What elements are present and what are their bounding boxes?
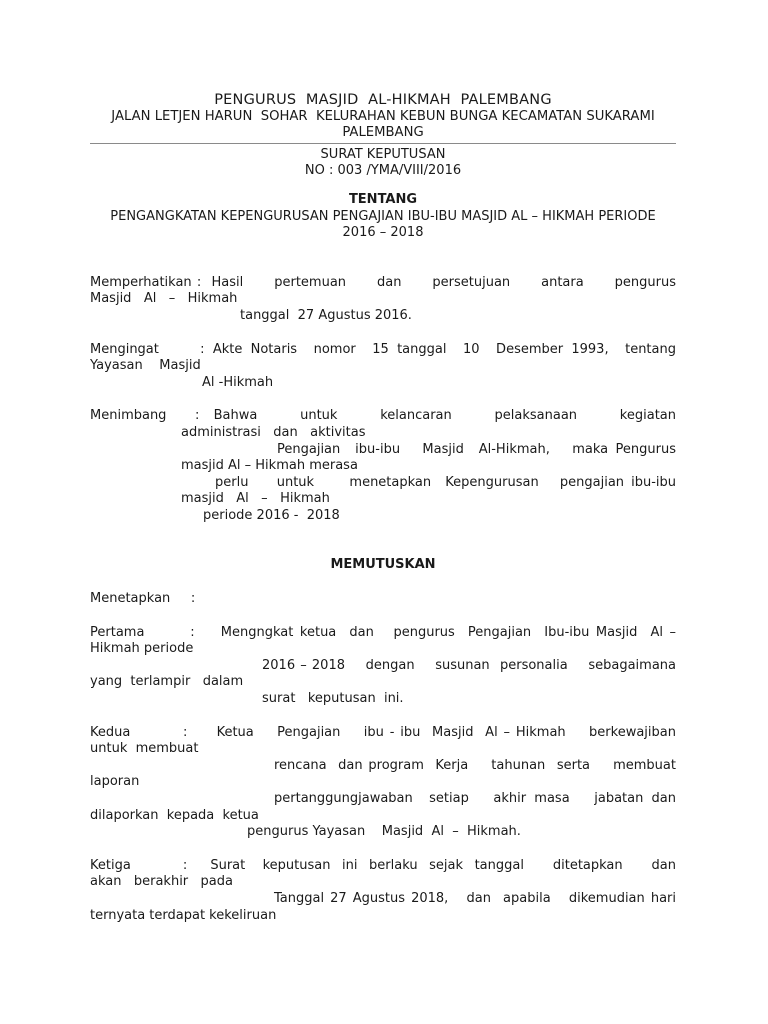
doc-number: NO : 003 /YMA/VIII/2016 — [304, 163, 462, 179]
mengingat-line-1: Mengingat : Akte Notaris nomor 15 tanggal 10 Desember 1993, tentang — [90, 341, 676, 357]
ketiga-line-1: Ketiga : Surat keputusan ini berlaku sejak tanggal ditetapkan dan — [90, 857, 676, 873]
menimbang-line-3: Pengajian ibu-ibu Masjid Al-Hikmah, maka Pengurus — [277, 441, 676, 457]
section-menimbang — [90, 408, 676, 524]
pertama-line-2: Hikmah periode — [90, 641, 194, 657]
ketiga-line-2: akan berakhir pada — [90, 874, 233, 890]
menimbang-line-6: masjid Al – Hikmah — [181, 491, 330, 507]
ketiga-line-3: Tanggal 27 Agustus 2018, dan apabila dikemudian hari — [274, 890, 676, 906]
address-line-2: PALEMBANG — [342, 125, 424, 141]
section-mengingat — [90, 342, 676, 392]
decision-heading: MEMUTUSKAN — [330, 557, 436, 573]
pertama-line-1: Pertama : Mengngkat ketua dan pengurus Pengajian Ibu-ibu Masjid Al – — [90, 624, 676, 640]
mengingat-line-3: Al -Hikmah — [202, 374, 274, 390]
menimbang-line-1: Menimbang : Bahwa untuk kelancaran pelaksanaan kegiatan — [90, 408, 676, 424]
subject-line-2: 2016 – 2018 — [342, 225, 424, 241]
doc-type: SURAT KEPUTUSAN — [320, 146, 446, 162]
address-line-1: JALAN LETJEN HARUN SOHAR KELURAHAN KEBUN BUNGA KECAMATAN SUKARAMI — [111, 108, 655, 124]
pertama-line-4: yang terlampir dalam — [90, 674, 244, 690]
section-ketiga — [90, 858, 676, 924]
menimbang-line-4: masjid Al – Hikmah merasa — [181, 458, 358, 474]
menimbang-line-2: administrasi dan aktivitas — [181, 424, 366, 440]
kedua-line-2: untuk membuat — [90, 741, 199, 757]
kedua-line-7: pengurus Yayasan Masjid Al – Hikmah. — [247, 824, 521, 840]
memperhatikan-line-3: tanggal 27 Agustus 2016. — [240, 307, 412, 323]
kedua-line-1: Kedua : Ketua Pengajian ibu - ibu Masjid Al – Hikmah berkewajiban — [90, 724, 676, 740]
section-kedua — [90, 725, 676, 841]
kedua-line-3: rencana dan program Kerja tahunan serta membuat — [274, 757, 676, 773]
pertama-line-3: 2016 – 2018 dengan susunan personalia sebagaimana — [262, 657, 676, 673]
menetapkan-line: Menetapkan : — [90, 591, 196, 607]
subject-line-1: PENGANGKATAN KEPENGURUSAN PENGAJIAN IBU-IBU MASJID AL – HIKMAH PERIODE — [110, 208, 656, 224]
org-title: PENGURUS MASJID AL-HIKMAH PALEMBANG — [214, 92, 552, 108]
menimbang-line-5: perlu untuk menetapkan Kepengurusan pengajian ibu-ibu — [215, 474, 676, 490]
kedua-line-6: dilaporkan kepada ketua — [90, 807, 259, 823]
kedua-line-5: pertanggungjawaban setiap akhir masa jabatan dan — [274, 791, 676, 806]
document-page — [90, 92, 676, 924]
section-pertama — [90, 625, 676, 708]
menimbang-line-7: periode 2016 - 2018 — [203, 507, 340, 523]
ketiga-line-4: ternyata terdapat kekeliruan — [90, 907, 277, 923]
pertama-line-5: surat keputusan ini. — [262, 691, 404, 707]
header-divider — [90, 143, 676, 144]
memperhatikan-line-2: Masjid Al – Hikmah — [90, 291, 238, 307]
subject-heading: TENTANG — [348, 191, 418, 207]
kedua-line-4: laporan — [90, 774, 140, 790]
memperhatikan-line-1: Memperhatikan : Hasil pertemuan dan persetujuan antara pengurus — [90, 274, 676, 290]
section-memperhatikan — [90, 275, 676, 325]
mengingat-line-2: Yayasan Masjid — [90, 358, 201, 374]
